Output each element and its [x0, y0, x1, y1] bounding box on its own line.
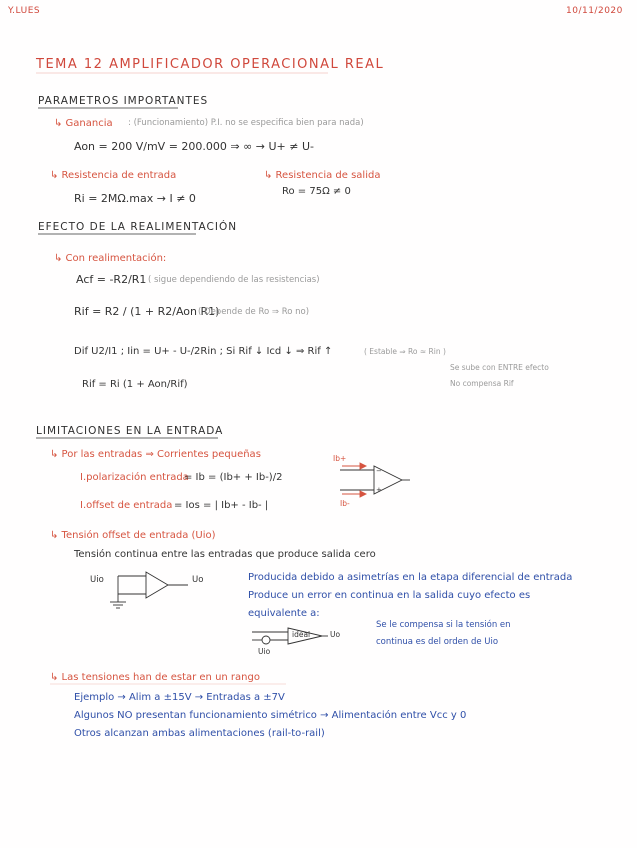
offset-voltage-label: ↳ Tensión offset de entrada (Uio): [50, 530, 216, 541]
ib-minus-label: Ib-: [340, 499, 350, 508]
ideal-uio-label: Uio: [258, 647, 271, 656]
formula-dif-note: ( Estable ⇒ Ro ≈ Rin ): [364, 347, 446, 356]
compensation-note-1: Se le compensa si la tensión en: [376, 620, 511, 630]
gain-note: : (Funcionamiento) P.I. no se especifica bien para nada): [128, 118, 364, 128]
ideal-uo-label: Uo: [330, 630, 341, 639]
header-left: Y.LUES: [8, 6, 41, 16]
voltage-range-asym: Algunos NO presentan funcionamiento simétrico → Alimentación entre Vcc y 0: [74, 710, 467, 721]
svg-text:−: −: [376, 467, 382, 475]
opamp-bias-diagram: [340, 466, 410, 494]
input-resistance-label: ↳ Resistencia de entrada: [50, 170, 177, 181]
formula-rif-note: ( Depende de Ro ⇒ Ro no): [198, 307, 310, 317]
offset-explanation-1: Producida debido a asimetrías en la etapa diferencial de entrada: [248, 572, 573, 583]
output-resistance-formula: Ro = 75Ω ≠ 0: [282, 186, 351, 197]
gain-label: ↳ Ganancia: [54, 118, 113, 129]
page-title: TEMA 12 AMPLIFICADOR OPERACIONAL REAL: [36, 57, 385, 72]
gain-formula: Aon = 200 V/mV = 200.000 ⇒ ∞ → U+ ≠ U-: [74, 140, 314, 153]
uio-input-label: Uio: [90, 575, 104, 585]
side-note-2: No compensa Rif: [450, 379, 514, 388]
offset-current-formula: = Ios = | Ib+ - Ib- |: [174, 500, 269, 511]
voltage-range-sub: ↳ Las tensiones han de estar en un rango: [50, 672, 260, 683]
bias-current-arrows: [342, 463, 366, 497]
opamp-offset-diagram: [110, 572, 188, 608]
ideal-amp-label: ideal: [292, 630, 311, 639]
section-heading-input-limits: LIMITACIONES EN LA ENTRADA: [36, 425, 224, 437]
offset-explanation-2: Produce un error en continua en la salida cuyo efecto es: [248, 590, 531, 601]
bias-current-formula: = Ib = (Ib+ + Ib-)/2: [184, 472, 283, 483]
uo-output-label: Uo: [192, 575, 204, 585]
feedback-sub: ↳ Con realimentación:: [54, 253, 167, 264]
offset-explanation-3: equivalente a:: [248, 608, 320, 619]
side-note-1: Se sube con ENTRE efecto: [450, 363, 549, 372]
section-heading-feedback: EFECTO DE LA REALIMENTACIÓN: [38, 221, 238, 233]
ib-plus-label: Ib+: [333, 454, 347, 463]
voltage-range-example: Ejemplo → Alim a ±15V → Entradas a ±7V: [74, 692, 285, 703]
formula-rif: Rif = R2 / (1 + R2/Aon R1): [74, 305, 220, 318]
offset-voltage-desc: Tensión continua entre las entradas que produce salida cero: [74, 549, 376, 560]
svg-text:+: +: [376, 486, 382, 494]
ideal-opamp-diagram: [252, 628, 328, 644]
input-currents-sub: ↳ Por las entradas ⇒ Corrientes pequeñas: [50, 449, 261, 460]
formula-acf-note: ( sigue dependiendo de las resistencias): [148, 275, 320, 285]
output-resistance-label: ↳ Resistencia de salida: [264, 170, 381, 181]
offset-current-label: I.offset de entrada: [80, 500, 173, 511]
compensation-note-2: continua es del orden de Uio: [376, 637, 499, 647]
formula-rif-2: Rif = Ri (1 + Aon/Rif): [82, 379, 188, 390]
formula-dif: Dif U2/I1 ; Iin = U+ - U-/2Rin ; Si Rif ↓ Icd ↓ ⇒ Rif ↑: [74, 346, 333, 357]
formula-acf: Acf = -R2/R1: [76, 273, 147, 286]
input-resistance-formula: Ri = 2MΩ.max → I ≠ 0: [74, 192, 196, 205]
header-date: 10/11/2020: [566, 6, 623, 16]
bias-current-label: I.polarización entrada: [80, 472, 189, 483]
voltage-range-rail: Otros alcanzan ambas alimentaciones (rail-to-rail): [74, 728, 325, 739]
section-heading-parameters: PARAMETROS IMPORTANTES: [38, 95, 209, 107]
